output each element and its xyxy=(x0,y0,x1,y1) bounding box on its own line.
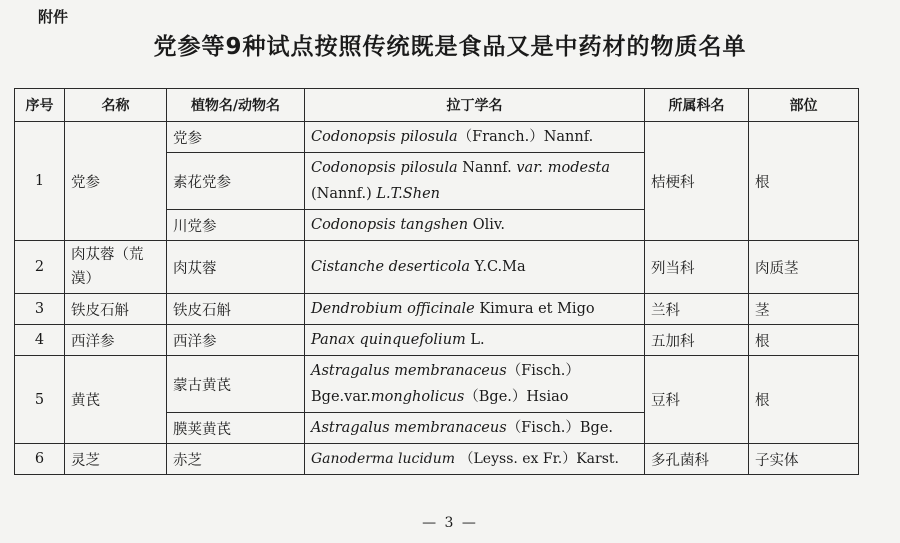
page-number: — 3 — xyxy=(422,515,478,531)
cell-seq: 1 xyxy=(15,122,65,241)
table-row xyxy=(15,444,859,475)
cell-name: 西洋参 xyxy=(65,325,167,356)
cell-family: 桔梗科 xyxy=(645,122,749,241)
cell-name: 党参 xyxy=(65,122,167,241)
cell-latin: Astragalus membranaceus（Fisch.）Bge.var.mongholicus（Bge.）Hsiao xyxy=(305,356,645,413)
substance-table xyxy=(14,88,859,475)
cell-family: 列当科 xyxy=(645,241,749,294)
cell-latin: Dendrobium officinale Kimura et Migo xyxy=(305,294,645,325)
cell-species: 素花党参 xyxy=(167,153,305,210)
cell-species: 蒙古黄芪 xyxy=(167,356,305,413)
table-row xyxy=(15,325,859,356)
cell-family: 兰科 xyxy=(645,294,749,325)
header-species: 植物名/动物名 xyxy=(167,89,305,122)
cell-part: 根 xyxy=(749,325,859,356)
table-row xyxy=(15,294,859,325)
cell-name: 灵芝 xyxy=(65,444,167,475)
cell-seq: 4 xyxy=(15,325,65,356)
cell-species: 西洋参 xyxy=(167,325,305,356)
attachment-label: 附件 xyxy=(38,8,69,26)
cell-part: 肉质茎 xyxy=(749,241,859,294)
header-part: 部位 xyxy=(749,89,859,122)
cell-species: 党参 xyxy=(167,122,305,153)
table-row xyxy=(15,122,859,153)
header-seq: 序号 xyxy=(15,89,65,122)
cell-latin: Codonopsis tangshen Oliv. xyxy=(305,210,645,241)
table-row xyxy=(15,241,859,294)
cell-name: 肉苁蓉（荒漠） xyxy=(65,241,167,294)
header-name: 名称 xyxy=(65,89,167,122)
cell-species: 川党参 xyxy=(167,210,305,241)
cell-family: 五加科 xyxy=(645,325,749,356)
cell-seq: 5 xyxy=(15,356,65,444)
table-header-row xyxy=(15,89,859,122)
cell-name: 黄芪 xyxy=(65,356,167,444)
header-family: 所属科名 xyxy=(645,89,749,122)
cell-seq: 2 xyxy=(15,241,65,294)
cell-name: 铁皮石斛 xyxy=(65,294,167,325)
cell-seq: 6 xyxy=(15,444,65,475)
cell-latin: Codonopsis pilosula Nannf. var. modesta (Nannf.) L.T.Shen xyxy=(305,153,645,210)
cell-seq: 3 xyxy=(15,294,65,325)
cell-latin: Astragalus membranaceus（Fisch.）Bge. xyxy=(305,413,645,444)
cell-latin: Panax quinquefolium L. xyxy=(305,325,645,356)
cell-species: 膜荚黄芪 xyxy=(167,413,305,444)
cell-family: 多孔菌科 xyxy=(645,444,749,475)
cell-species: 肉苁蓉 xyxy=(167,241,305,294)
header-latin: 拉丁学名 xyxy=(305,89,645,122)
cell-part: 茎 xyxy=(749,294,859,325)
cell-latin: Codonopsis pilosula（Franch.）Nannf. xyxy=(305,122,645,153)
table-row xyxy=(15,356,859,413)
cell-latin: Cistanche deserticola Y.C.Ma xyxy=(305,241,645,294)
cell-latin: Ganoderma lucidum （Leyss. ex Fr.）Karst. xyxy=(305,444,645,475)
cell-part: 根 xyxy=(749,356,859,444)
cell-species: 铁皮石斛 xyxy=(167,294,305,325)
cell-part: 子实体 xyxy=(749,444,859,475)
cell-family: 豆科 xyxy=(645,356,749,444)
cell-part: 根 xyxy=(749,122,859,241)
cell-species: 赤芝 xyxy=(167,444,305,475)
page-title: 党参等9种试点按照传统既是食品又是中药材的物质名单 xyxy=(153,34,747,60)
